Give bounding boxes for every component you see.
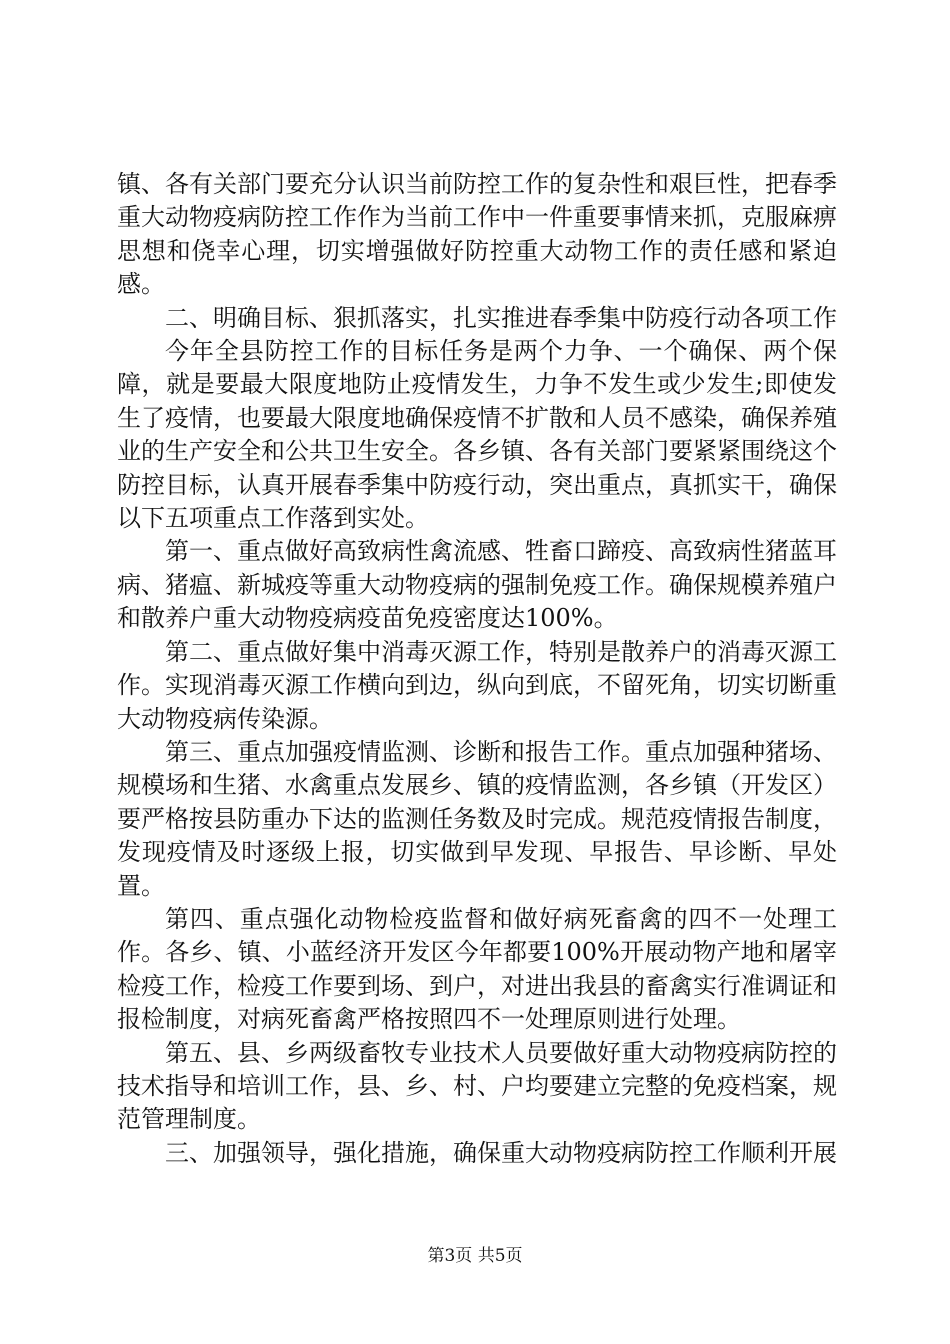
paragraph-5: 第二、重点做好集中消毒灭源工作，特别是散养户的消毒灭源工作。实现消毒灭源工作横向到边，纵向到底，不留死角，切实切断重大动物疫病传染源。: [117, 637, 837, 733]
paragraph-4: 第一、重点做好高致病性禽流感、牲畜口蹄疫、高致病性猪蓝耳病、猪瘟、新城疫等重大动物疫病的强制免疫工作。确保规模养殖户和散养户重大动物疫病疫苗免疫密度达100%。: [117, 537, 837, 633]
paragraph-8: 第五、县、乡两级畜牧专业技术人员要做好重大动物疫病防控的技术指导和培训工作，县、乡、村、户均要建立完整的免疫档案，规范管理制度。: [117, 1038, 837, 1134]
paragraph-1: 镇、各有关部门要充分认识当前防控工作的复杂性和艰巨性，把春季重大动物疫病防控工作作为当前工作中一件重要事情来抓，克服麻痹思想和侥幸心理，切实增强做好防控重大动物工作的责任感和紧迫感。: [117, 170, 837, 299]
paragraph-3: 今年全县防控工作的目标任务是两个力争、一个确保、两个保障，就是要最大限度地防止疫情发生，力争不发生或少发生;即使发生了疫情，也要最大限度地确保疫情不扩散和人员不感染，确保养殖业的生产安全和公共卫生安全。各乡镇、各有关部门要紧紧围绕这个防控目标，认真开展春季集中防疫行动，突出重点，真抓实干，确保以下五项重点工作落到实处。: [117, 337, 837, 533]
section-heading-2: 二、明确目标、狠抓落实，扎实推进春季集中防疫行动各项工作: [165, 303, 837, 332]
paragraph-6: 第三、重点加强疫情监测、诊断和报告工作。重点加强种猪场、规模场和生猪、水禽重点发展乡、镇的疫情监测，各乡镇（开发区）要严格按县防重办下达的监测任务数及时完成。规范疫情报告制度，发现疫情及时逐级上报，切实做到早发现、早报告、早诊断、早处置。: [117, 737, 837, 900]
section-heading-3: 三、加强领导，强化措施，确保重大动物疫病防控工作顺利开展: [165, 1138, 837, 1167]
document-body: [117, 168, 837, 1170]
page-footer: 第3页 共5页: [427, 1246, 523, 1266]
paragraph-7: 第四、重点强化动物检疫监督和做好病死畜禽的四不一处理工作。各乡、镇、小蓝经济开发区今年都要100%开展动物产地和屠宰检疫工作，检疫工作要到场、到户，对进出我县的畜禽实行准调证和报检制度，对病死畜禽严格按照四不一处理原则进行处理。: [117, 904, 837, 1034]
